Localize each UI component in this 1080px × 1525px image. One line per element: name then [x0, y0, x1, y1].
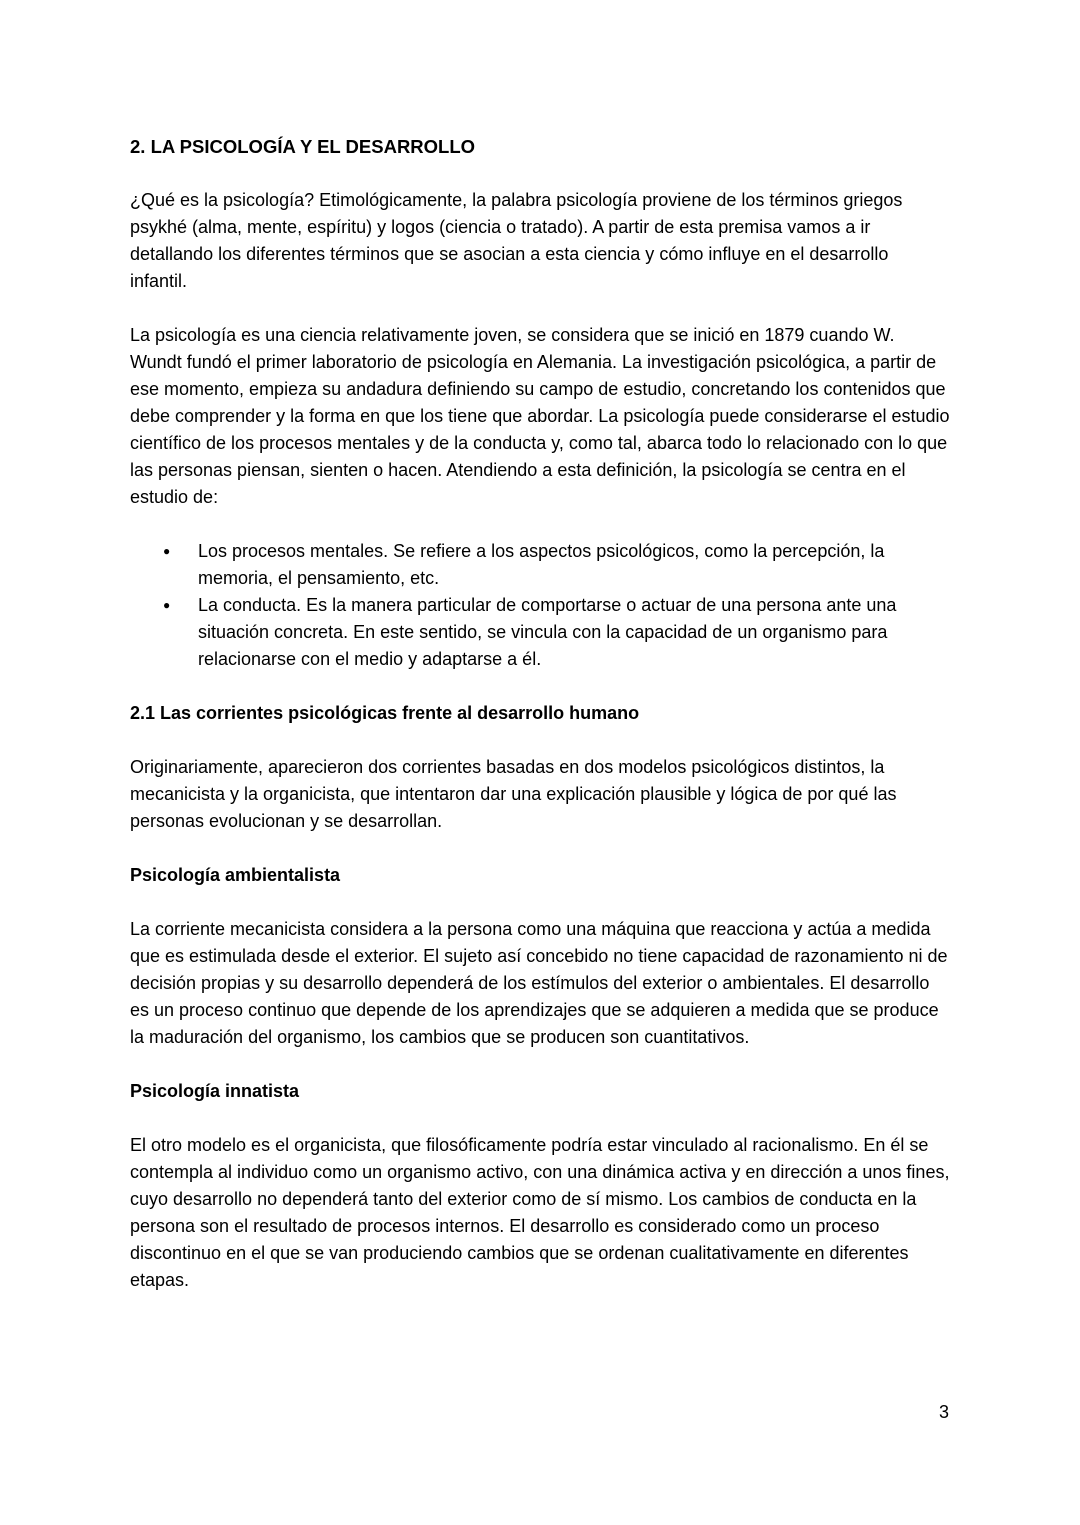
- paragraph-history: La psicología es una ciencia relativamente joven, se considera que se inició en 1879 cuando W. Wundt fundó el primer laboratorio de psicología en Alemania. La investigación psicológica, a partir de ese momento, empieza su andadura definiendo su campo de estudio, concretando los contenidos que debe comprender y la forma en que los tiene que abordar. La psicología puede considerarse el estudio científico de los procesos mentales y de la conducta y, como tal, abarca todo lo relacionado con lo que las personas piensan, sienten o hacen. Atendiendo a esta definición, la psicología se centra en el estudio de:: [130, 325, 950, 507]
- paragraph-corrientes: Originariamente, aparecieron dos corrientes basadas en dos modelos psicológicos distintos, la mecanicista y la organicista, que intentaron dar una explicación plausible y lógica de por qué las personas evolucionan y se desarrollan.: [130, 757, 897, 831]
- page-number: 3: [938, 1402, 949, 1422]
- paragraph-organicista: El otro modelo es el organicista, que filosóficamente podría estar vinculado al racionalismo. En él se contempla al individuo como un organismo activo, con una dinámica activa y en dirección a unos fines, cuyo desarrollo no dependerá tanto del exterior como de sí mismo. Los cambios de conducta en la persona son el resultado de procesos internos. El desarrollo es considerado como un proceso discontinuo en el que se van produciendo cambios que se ordenan cualitativamente en diferentes etapas.: [130, 1135, 950, 1290]
- paragraph-mecanicista: La corriente mecanicista considera a la persona como una máquina que reacciona y actúa a medida que es estimulada desde el exterior. El sujeto así concebido no tiene capacidad de razonamiento ni de decisión propias y su desarrollo dependerá de los estímulos del exterior o ambientales. El desarrollo es un proceso continuo que depende de los aprendizajes que se adquieren a medida que se produce la maduración del organismo, los cambios que se producen son cuantitativos.: [130, 919, 948, 1047]
- subheading-ambientalista: Psicología ambientalista: [130, 865, 341, 885]
- subsection-heading: 2.1 Las corrientes psicológicas frente al desarrollo humano: [130, 703, 640, 723]
- paragraph-intro: ¿Qué es la psicología? Etimológicamente, la palabra psicología proviene de los términos griegos psykhé (alma, mente, espíritu) y logos (ciencia o tratado). A partir de esta premisa vamos a ir detallando los diferentes términos que se asocian a esta ciencia y cómo influye en el desarrollo infantil.: [130, 190, 903, 291]
- list-item: ● Los procesos mentales. Se refiere a los aspectos psicológicos, como la percepción, la memoria, el pensamiento, etc.: [198, 538, 950, 592]
- section-heading: 2. LA PSICOLOGÍA Y EL DESARROLLO: [130, 136, 476, 157]
- subheading-innatista: Psicología innatista: [130, 1081, 300, 1101]
- document-content: [130, 133, 950, 1294]
- list-item: ● La conducta. Es la manera particular de comportarse o actuar de una persona ante una situación concreta. En este sentido, se vincula con la capacidad de un organismo para relacionarse con el medio y adaptarse a él.: [198, 592, 950, 673]
- bullet-list: [130, 538, 950, 673]
